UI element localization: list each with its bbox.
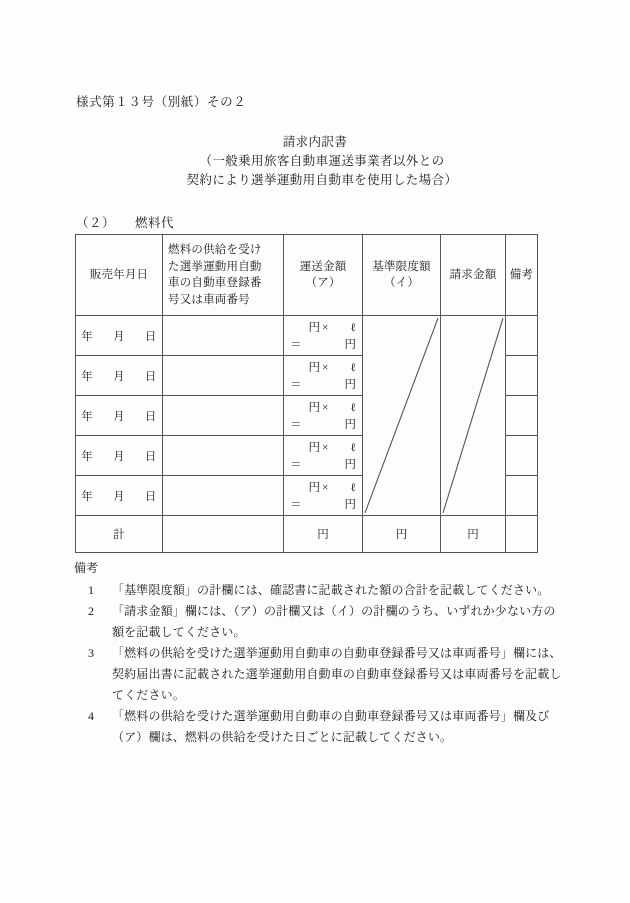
cell-transport-amount[interactable]: [284, 316, 363, 356]
date-year-label: 年: [81, 410, 94, 423]
cell-sale-date[interactable]: [76, 476, 163, 516]
total-vehicle-registration: [163, 516, 284, 553]
remarks-item: [74, 706, 562, 748]
equals-symbol: ＝: [290, 339, 302, 351]
total-note[interactable]: [506, 516, 538, 553]
column-header-standard-limit: 基準限度額 （イ）: [363, 235, 441, 316]
cell-vehicle-registration[interactable]: [163, 356, 284, 396]
column-header-note: 備考: [506, 235, 538, 316]
litre-unit: ℓ: [350, 362, 356, 374]
date-month-label: 月: [113, 370, 125, 383]
remarks-item-number: 4: [88, 709, 95, 723]
diagonal-strike-icon: [441, 316, 505, 515]
date-day-label: 日: [144, 450, 157, 463]
remarks-item: [74, 643, 562, 706]
table-row: [76, 316, 538, 356]
date-month-label: 月: [113, 450, 125, 463]
equals-symbol: ＝: [290, 499, 302, 511]
total-claim-amount[interactable]: 円: [441, 516, 506, 553]
cell-transport-amount[interactable]: [284, 436, 363, 476]
yen-unit: 円: [308, 322, 320, 334]
litre-unit: ℓ: [350, 402, 356, 414]
date-month-label: 月: [113, 410, 125, 423]
remarks-item-number: 3: [88, 646, 95, 660]
remarks-section: [74, 558, 562, 748]
yen-result-unit: 円: [344, 499, 356, 511]
remarks-title: 備考: [74, 561, 99, 575]
multiply-symbol: ×: [321, 442, 329, 454]
remarks-item-text: 「基準限度額」の計欄には、確認書に記載された額の合計を記載してください。: [112, 583, 550, 597]
document-title: 請求内訳書: [282, 135, 348, 149]
remarks-list: [74, 580, 562, 748]
cell-note[interactable]: [506, 476, 538, 516]
date-year-label: 年: [81, 490, 94, 503]
cell-vehicle-registration[interactable]: [163, 316, 284, 356]
cell-sale-date[interactable]: [76, 436, 163, 476]
column-header-vehicle-registration: 燃料の供給を受け た選挙運動用自動 車の自動車登録番 号又は車両番号: [163, 235, 284, 316]
equals-symbol: ＝: [290, 379, 302, 391]
date-day-label: 日: [144, 410, 157, 423]
yen-result-unit: 円: [344, 379, 356, 391]
column-header-transport-amount: 運送金額 （ア）: [284, 235, 363, 316]
date-day-label: 日: [144, 490, 157, 503]
column-header-sale-date: 販売年月日: [76, 235, 163, 316]
multiply-symbol: ×: [321, 322, 329, 334]
total-label: 計: [76, 516, 163, 553]
diagonal-strike-icon: [363, 316, 440, 515]
cell-sale-date[interactable]: [76, 396, 163, 436]
multiply-symbol: ×: [321, 402, 329, 414]
cell-transport-amount[interactable]: [284, 356, 363, 396]
equals-symbol: ＝: [290, 459, 302, 471]
column-header-claim-amount: 請求金額: [441, 235, 506, 316]
remarks-item: [74, 580, 562, 601]
yen-unit: 円: [308, 402, 320, 414]
date-year-label: 年: [81, 370, 94, 383]
table-header-row: [76, 235, 538, 316]
yen-unit: 円: [308, 482, 320, 494]
cell-claim-amount-merged: [441, 316, 506, 516]
form-number: 様式第１３号（別紙）その２: [76, 95, 247, 109]
date-year-label: 年: [81, 330, 94, 343]
equals-symbol: ＝: [290, 419, 302, 431]
document-subtitle-line-1: （一般乗用旅客自動車運送事業者以外との: [199, 154, 445, 168]
cell-sale-date[interactable]: [76, 356, 163, 396]
cell-vehicle-registration[interactable]: [163, 436, 284, 476]
cell-vehicle-registration[interactable]: [163, 476, 284, 516]
date-month-label: 月: [113, 490, 125, 503]
section-label: [76, 213, 174, 231]
cell-standard-limit-merged: [363, 316, 441, 516]
fuel-cost-table-wrapper: [75, 234, 537, 553]
cell-note[interactable]: [506, 436, 538, 476]
litre-unit: ℓ: [350, 322, 356, 334]
yen-result-unit: 円: [344, 459, 356, 471]
section-name: 燃料代: [135, 216, 175, 230]
remarks-item-text: 「燃料の供給を受けた選挙運動用自動車の自動車登録番号又は車両番号」欄及び（ア）欄は、燃料の供給を受けた日ごとに記載してください。: [112, 709, 550, 744]
remarks-item-number: 2: [88, 604, 95, 618]
cell-sale-date[interactable]: [76, 316, 163, 356]
cell-note[interactable]: [506, 356, 538, 396]
total-transport-amount[interactable]: 円: [284, 516, 363, 553]
multiply-symbol: ×: [321, 482, 329, 494]
document-heading: [0, 133, 630, 190]
yen-unit: 円: [308, 442, 320, 454]
litre-unit: ℓ: [350, 442, 356, 454]
date-month-label: 月: [113, 330, 125, 343]
table-total-row: [76, 516, 538, 553]
cell-transport-amount[interactable]: [284, 396, 363, 436]
cell-vehicle-registration[interactable]: [163, 396, 284, 436]
remarks-item: [74, 601, 562, 643]
total-standard-limit[interactable]: 円: [363, 516, 441, 553]
remarks-item-text: 「燃料の供給を受けた選挙運動用自動車の自動車登録番号又は車両番号」欄には、契約届出書に記載された選挙運動用自動車の自動車登録番号又は車両番号を記載してください。: [112, 646, 562, 702]
fuel-cost-table: [75, 234, 538, 553]
document-subtitle-line-2: 契約により選挙運動用自動車を使用した場合）: [186, 173, 458, 187]
date-year-label: 年: [81, 450, 94, 463]
cell-transport-amount[interactable]: [284, 476, 363, 516]
cell-note[interactable]: [506, 316, 538, 356]
cell-note[interactable]: [506, 396, 538, 436]
yen-result-unit: 円: [344, 419, 356, 431]
remarks-item-number: 1: [88, 583, 95, 597]
remarks-item-text: 「請求金額」欄には、（ア）の計欄又は（イ）の計欄のうち、いずれか少ない方の額を記載してください。: [112, 604, 556, 639]
litre-unit: ℓ: [350, 482, 356, 494]
yen-result-unit: 円: [344, 339, 356, 351]
date-day-label: 日: [144, 370, 157, 383]
date-day-label: 日: [144, 330, 157, 343]
multiply-symbol: ×: [321, 362, 329, 374]
yen-unit: 円: [308, 362, 320, 374]
section-number: （２）: [76, 216, 116, 230]
